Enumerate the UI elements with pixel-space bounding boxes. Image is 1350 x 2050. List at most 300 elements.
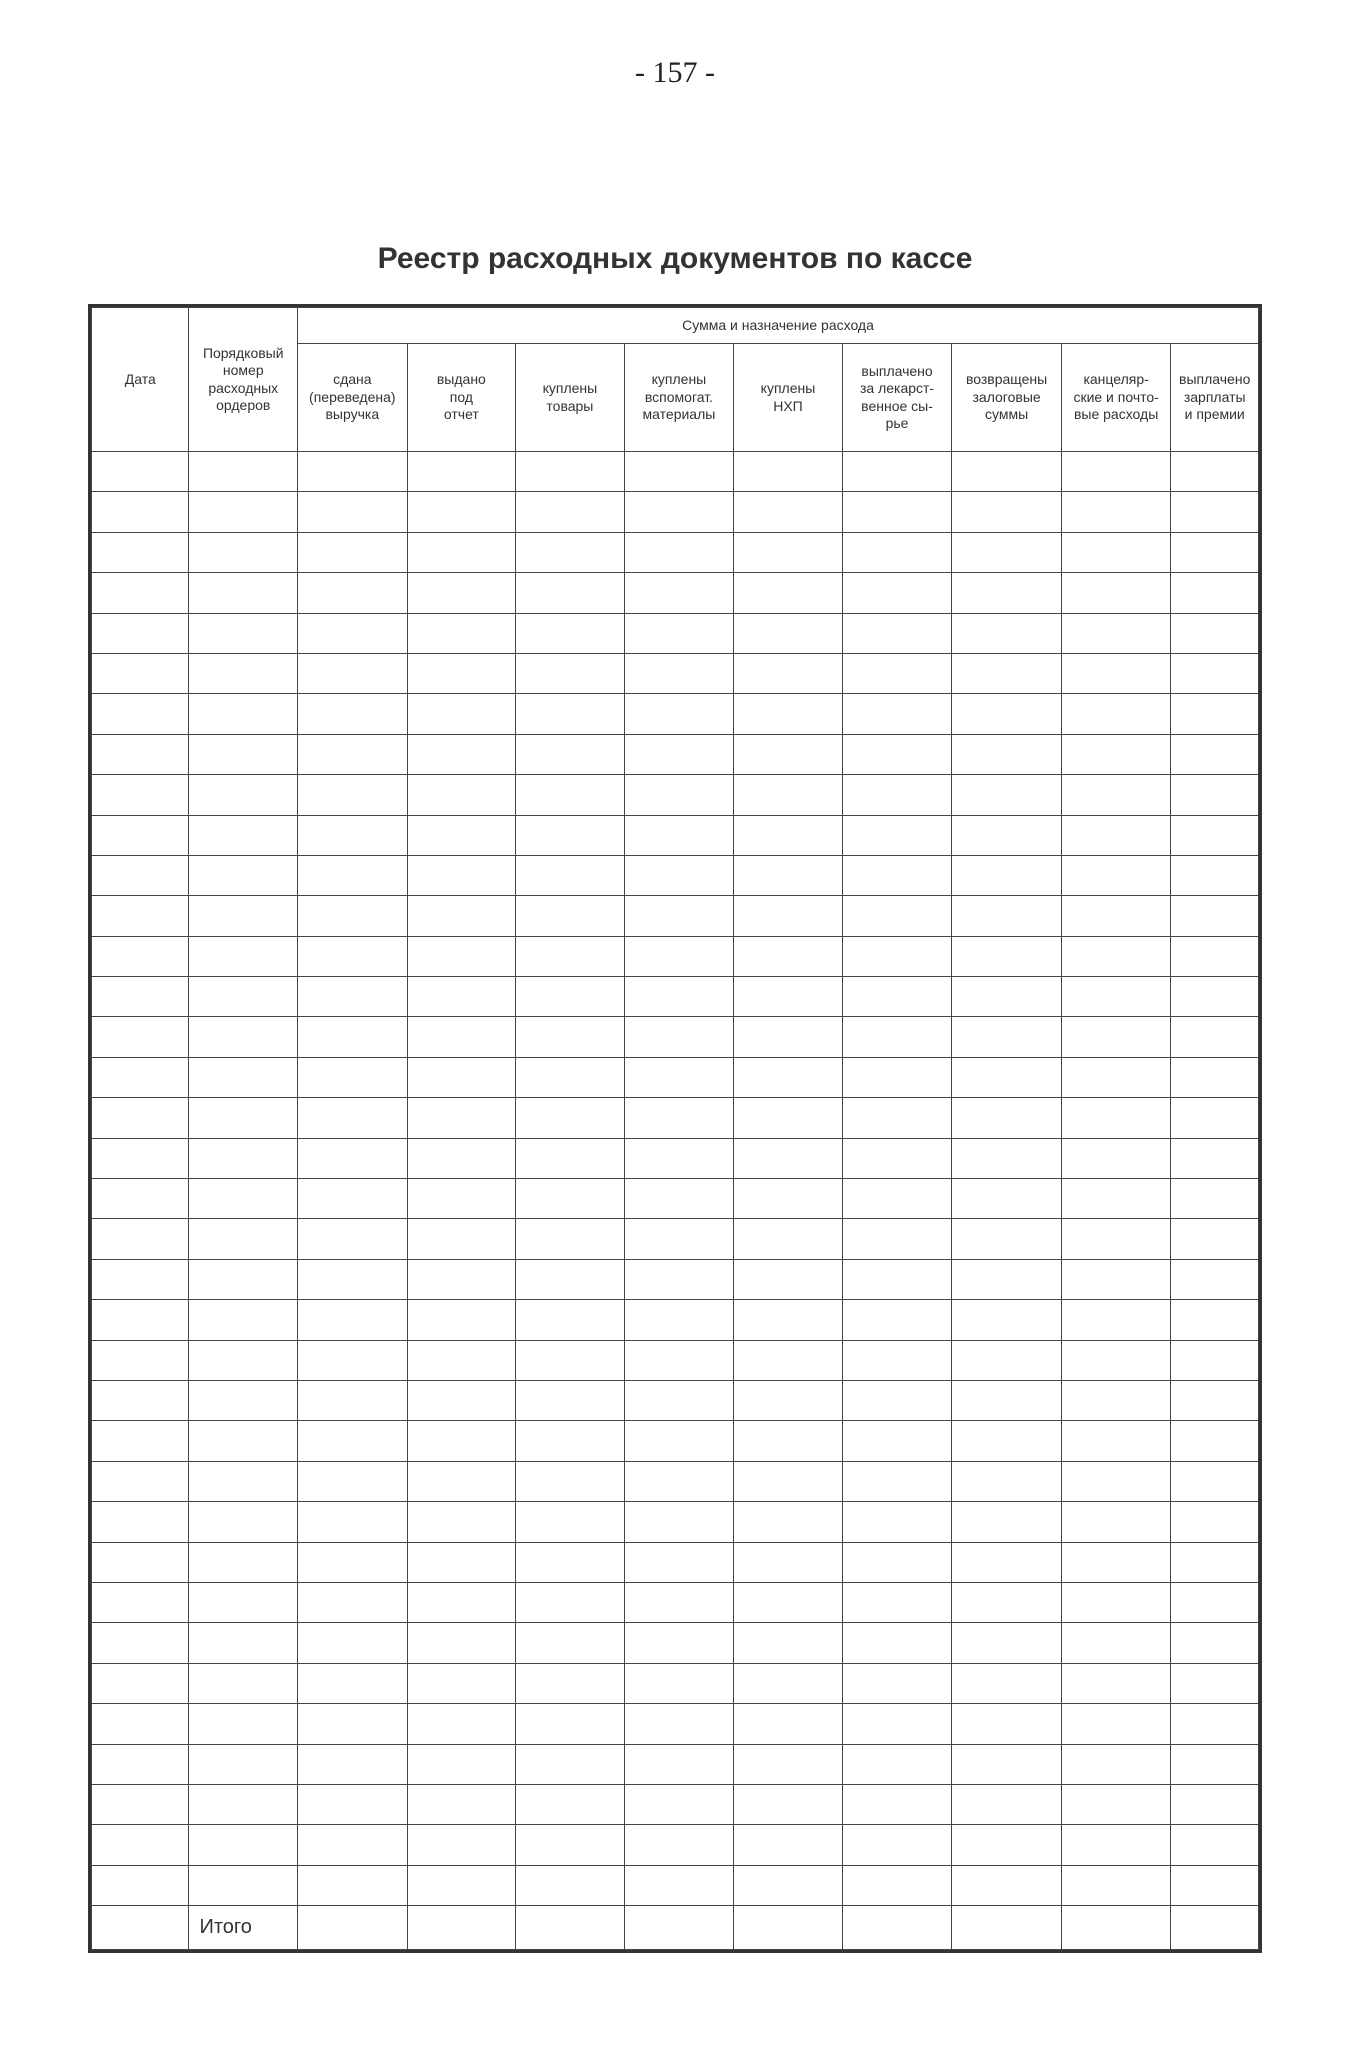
- table-cell[interactable]: [189, 734, 298, 774]
- table-cell[interactable]: [952, 734, 1062, 774]
- table-cell[interactable]: [624, 977, 734, 1017]
- table-cell[interactable]: [516, 1421, 625, 1461]
- table-cell[interactable]: [952, 1259, 1062, 1299]
- table-cell[interactable]: [734, 1663, 843, 1703]
- table-cell[interactable]: [952, 613, 1062, 653]
- table-cell[interactable]: [842, 613, 952, 653]
- table-cell[interactable]: [92, 573, 189, 613]
- table-cell[interactable]: [1171, 855, 1259, 895]
- table-cell[interactable]: [624, 613, 734, 653]
- table-cell[interactable]: [624, 1784, 734, 1824]
- table-cell[interactable]: [298, 452, 408, 492]
- table-cell[interactable]: [407, 1179, 516, 1219]
- table-cell[interactable]: [1061, 1138, 1171, 1178]
- table-cell[interactable]: [842, 936, 952, 976]
- table-cell[interactable]: [189, 1784, 298, 1824]
- table-cell[interactable]: [407, 1138, 516, 1178]
- table-cell[interactable]: [298, 896, 408, 936]
- table-cell[interactable]: [407, 1057, 516, 1097]
- table-cell[interactable]: [407, 936, 516, 976]
- table-cell[interactable]: [189, 1623, 298, 1663]
- table-cell[interactable]: [1171, 1744, 1259, 1784]
- table-cell[interactable]: [624, 1219, 734, 1259]
- table-cell[interactable]: [516, 896, 625, 936]
- table-cell[interactable]: [516, 694, 625, 734]
- table-cell[interactable]: [952, 1623, 1062, 1663]
- table-cell[interactable]: [624, 1502, 734, 1542]
- table-cell[interactable]: [407, 1623, 516, 1663]
- table-cell[interactable]: [92, 1461, 189, 1501]
- table-cell[interactable]: [298, 855, 408, 895]
- table-cell[interactable]: [407, 734, 516, 774]
- table-cell[interactable]: [189, 855, 298, 895]
- table-cell[interactable]: [92, 1582, 189, 1622]
- table-cell[interactable]: [624, 573, 734, 613]
- table-cell[interactable]: [92, 815, 189, 855]
- table-cell[interactable]: [624, 1704, 734, 1744]
- table-cell[interactable]: [407, 653, 516, 693]
- table-cell[interactable]: [92, 1825, 189, 1865]
- table-cell[interactable]: [624, 815, 734, 855]
- table-cell[interactable]: [92, 734, 189, 774]
- table-cell[interactable]: [1171, 977, 1259, 1017]
- table-cell[interactable]: [734, 653, 843, 693]
- table-cell[interactable]: [1171, 815, 1259, 855]
- table-cell[interactable]: [407, 492, 516, 532]
- table-cell[interactable]: [734, 1421, 843, 1461]
- table-cell[interactable]: [298, 1502, 408, 1542]
- table-cell[interactable]: [516, 653, 625, 693]
- table-cell[interactable]: [407, 1461, 516, 1501]
- table-cell[interactable]: [842, 1663, 952, 1703]
- table-cell[interactable]: [624, 694, 734, 734]
- table-cell[interactable]: [734, 775, 843, 815]
- table-cell[interactable]: [1171, 492, 1259, 532]
- table-cell[interactable]: [298, 573, 408, 613]
- table-cell[interactable]: [1061, 1704, 1171, 1744]
- table-cell[interactable]: [1061, 532, 1171, 572]
- table-cell[interactable]: [516, 1098, 625, 1138]
- table-cell[interactable]: [952, 1461, 1062, 1501]
- table-cell[interactable]: [952, 653, 1062, 693]
- table-cell[interactable]: [298, 492, 408, 532]
- table-cell[interactable]: [516, 1300, 625, 1340]
- table-cell[interactable]: [92, 1098, 189, 1138]
- table-cell[interactable]: [1061, 613, 1171, 653]
- table-cell[interactable]: [516, 1582, 625, 1622]
- table-cell[interactable]: [624, 492, 734, 532]
- table-cell[interactable]: [516, 492, 625, 532]
- table-cell[interactable]: [952, 1542, 1062, 1582]
- table-cell[interactable]: [734, 694, 843, 734]
- table-cell[interactable]: [1061, 1017, 1171, 1057]
- table-cell[interactable]: [1171, 1704, 1259, 1744]
- table-cell[interactable]: [516, 977, 625, 1017]
- table-cell[interactable]: [92, 1744, 189, 1784]
- table-cell[interactable]: [1171, 653, 1259, 693]
- table-cell[interactable]: [1061, 653, 1171, 693]
- table-cell[interactable]: [189, 936, 298, 976]
- table-cell[interactable]: [624, 855, 734, 895]
- table-cell[interactable]: [407, 1582, 516, 1622]
- table-cell[interactable]: [1171, 1340, 1259, 1380]
- table-cell[interactable]: [624, 1663, 734, 1703]
- table-cell[interactable]: [92, 1219, 189, 1259]
- table-cell[interactable]: [516, 1663, 625, 1703]
- table-cell[interactable]: [734, 1017, 843, 1057]
- table-cell[interactable]: [842, 855, 952, 895]
- table-cell[interactable]: [516, 532, 625, 572]
- table-cell[interactable]: [407, 1744, 516, 1784]
- table-cell[interactable]: [952, 1098, 1062, 1138]
- table-cell[interactable]: [1061, 1340, 1171, 1380]
- table-cell[interactable]: [842, 492, 952, 532]
- table-cell[interactable]: [298, 1542, 408, 1582]
- table-cell[interactable]: [189, 1098, 298, 1138]
- table-cell[interactable]: [407, 775, 516, 815]
- table-cell[interactable]: [407, 977, 516, 1017]
- total-cell[interactable]: [734, 1906, 843, 1950]
- table-cell[interactable]: [842, 1744, 952, 1784]
- table-cell[interactable]: [624, 1138, 734, 1178]
- table-cell[interactable]: [516, 1542, 625, 1582]
- table-cell[interactable]: [624, 1179, 734, 1219]
- table-cell[interactable]: [842, 1380, 952, 1420]
- table-cell[interactable]: [189, 532, 298, 572]
- table-cell[interactable]: [624, 1825, 734, 1865]
- table-cell[interactable]: [1061, 452, 1171, 492]
- table-cell[interactable]: [734, 1865, 843, 1905]
- table-cell[interactable]: [624, 896, 734, 936]
- table-cell[interactable]: [624, 1865, 734, 1905]
- table-cell[interactable]: [952, 896, 1062, 936]
- table-cell[interactable]: [407, 1663, 516, 1703]
- table-cell[interactable]: [734, 613, 843, 653]
- table-cell[interactable]: [407, 1017, 516, 1057]
- table-cell[interactable]: [1061, 694, 1171, 734]
- table-cell[interactable]: [92, 1017, 189, 1057]
- table-cell[interactable]: [189, 1300, 298, 1340]
- table-cell[interactable]: [92, 896, 189, 936]
- table-cell[interactable]: [842, 1542, 952, 1582]
- total-cell[interactable]: [842, 1906, 952, 1950]
- table-cell[interactable]: [624, 1017, 734, 1057]
- table-cell[interactable]: [298, 1219, 408, 1259]
- table-cell[interactable]: [189, 1582, 298, 1622]
- table-cell[interactable]: [624, 1582, 734, 1622]
- table-cell[interactable]: [624, 775, 734, 815]
- table-cell[interactable]: [189, 1865, 298, 1905]
- table-cell[interactable]: [189, 1179, 298, 1219]
- table-cell[interactable]: [952, 1744, 1062, 1784]
- table-cell[interactable]: [189, 1138, 298, 1178]
- table-cell[interactable]: [298, 977, 408, 1017]
- table-cell[interactable]: [298, 1704, 408, 1744]
- table-cell[interactable]: [516, 1179, 625, 1219]
- table-cell[interactable]: [624, 936, 734, 976]
- table-cell[interactable]: [298, 1098, 408, 1138]
- table-cell[interactable]: [734, 1380, 843, 1420]
- table-cell[interactable]: [516, 1825, 625, 1865]
- total-cell[interactable]: [516, 1906, 625, 1950]
- table-cell[interactable]: [516, 734, 625, 774]
- table-cell[interactable]: [1171, 694, 1259, 734]
- table-cell[interactable]: [407, 694, 516, 734]
- total-date-cell[interactable]: [92, 1906, 189, 1950]
- total-cell[interactable]: [1171, 1906, 1259, 1950]
- table-cell[interactable]: [952, 977, 1062, 1017]
- table-cell[interactable]: [952, 1380, 1062, 1420]
- table-cell[interactable]: [842, 1865, 952, 1905]
- table-cell[interactable]: [734, 492, 843, 532]
- table-cell[interactable]: [189, 1057, 298, 1097]
- table-cell[interactable]: [189, 896, 298, 936]
- table-cell[interactable]: [734, 855, 843, 895]
- table-cell[interactable]: [1061, 1542, 1171, 1582]
- table-cell[interactable]: [516, 1623, 625, 1663]
- table-cell[interactable]: [734, 1623, 843, 1663]
- table-cell[interactable]: [842, 573, 952, 613]
- table-cell[interactable]: [1171, 936, 1259, 976]
- table-cell[interactable]: [952, 1421, 1062, 1461]
- table-cell[interactable]: [1061, 1744, 1171, 1784]
- table-cell[interactable]: [298, 1784, 408, 1824]
- table-cell[interactable]: [189, 1461, 298, 1501]
- table-cell[interactable]: [298, 1865, 408, 1905]
- table-cell[interactable]: [92, 653, 189, 693]
- table-cell[interactable]: [624, 1380, 734, 1420]
- table-cell[interactable]: [516, 1704, 625, 1744]
- table-cell[interactable]: [952, 1017, 1062, 1057]
- table-cell[interactable]: [952, 775, 1062, 815]
- table-cell[interactable]: [734, 1542, 843, 1582]
- table-cell[interactable]: [92, 1421, 189, 1461]
- table-cell[interactable]: [298, 1380, 408, 1420]
- table-cell[interactable]: [189, 1744, 298, 1784]
- table-cell[interactable]: [952, 1704, 1062, 1744]
- table-cell[interactable]: [952, 1138, 1062, 1178]
- table-cell[interactable]: [952, 1582, 1062, 1622]
- table-cell[interactable]: [407, 532, 516, 572]
- table-cell[interactable]: [734, 977, 843, 1017]
- table-cell[interactable]: [92, 1502, 189, 1542]
- table-cell[interactable]: [189, 492, 298, 532]
- table-cell[interactable]: [842, 1057, 952, 1097]
- table-cell[interactable]: [842, 815, 952, 855]
- table-cell[interactable]: [952, 1502, 1062, 1542]
- table-cell[interactable]: [734, 532, 843, 572]
- table-cell[interactable]: [624, 452, 734, 492]
- table-cell[interactable]: [1061, 1784, 1171, 1824]
- table-cell[interactable]: [1171, 1421, 1259, 1461]
- table-cell[interactable]: [952, 1057, 1062, 1097]
- table-cell[interactable]: [516, 1744, 625, 1784]
- table-cell[interactable]: [298, 694, 408, 734]
- table-cell[interactable]: [952, 1784, 1062, 1824]
- table-cell[interactable]: [1061, 1219, 1171, 1259]
- table-cell[interactable]: [1171, 1057, 1259, 1097]
- total-cell[interactable]: [624, 1906, 734, 1950]
- table-cell[interactable]: [952, 573, 1062, 613]
- table-cell[interactable]: [1171, 1300, 1259, 1340]
- table-cell[interactable]: [516, 936, 625, 976]
- table-cell[interactable]: [516, 855, 625, 895]
- table-cell[interactable]: [952, 1179, 1062, 1219]
- table-cell[interactable]: [624, 734, 734, 774]
- table-cell[interactable]: [842, 1461, 952, 1501]
- table-cell[interactable]: [952, 815, 1062, 855]
- table-cell[interactable]: [298, 775, 408, 815]
- table-cell[interactable]: [842, 1704, 952, 1744]
- table-cell[interactable]: [298, 1623, 408, 1663]
- table-cell[interactable]: [1171, 532, 1259, 572]
- table-cell[interactable]: [842, 1017, 952, 1057]
- table-cell[interactable]: [92, 1784, 189, 1824]
- table-cell[interactable]: [1061, 1179, 1171, 1219]
- table-cell[interactable]: [1171, 1179, 1259, 1219]
- table-cell[interactable]: [189, 1502, 298, 1542]
- table-cell[interactable]: [92, 532, 189, 572]
- table-cell[interactable]: [407, 1380, 516, 1420]
- total-cell[interactable]: [1061, 1906, 1171, 1950]
- table-cell[interactable]: [1171, 1865, 1259, 1905]
- table-cell[interactable]: [624, 1340, 734, 1380]
- table-cell[interactable]: [624, 1057, 734, 1097]
- table-cell[interactable]: [624, 1421, 734, 1461]
- table-cell[interactable]: [298, 613, 408, 653]
- table-cell[interactable]: [189, 1542, 298, 1582]
- table-cell[interactable]: [298, 1744, 408, 1784]
- table-cell[interactable]: [516, 1259, 625, 1299]
- table-cell[interactable]: [734, 452, 843, 492]
- table-cell[interactable]: [842, 977, 952, 1017]
- table-cell[interactable]: [624, 1300, 734, 1340]
- table-cell[interactable]: [734, 1582, 843, 1622]
- table-cell[interactable]: [1171, 1098, 1259, 1138]
- table-cell[interactable]: [407, 452, 516, 492]
- table-cell[interactable]: [189, 452, 298, 492]
- table-cell[interactable]: [624, 1542, 734, 1582]
- table-cell[interactable]: [1061, 815, 1171, 855]
- table-cell[interactable]: [516, 613, 625, 653]
- table-cell[interactable]: [952, 855, 1062, 895]
- table-cell[interactable]: [407, 1825, 516, 1865]
- table-cell[interactable]: [407, 1704, 516, 1744]
- table-cell[interactable]: [842, 532, 952, 572]
- table-cell[interactable]: [952, 1825, 1062, 1865]
- table-cell[interactable]: [734, 1259, 843, 1299]
- table-cell[interactable]: [92, 694, 189, 734]
- table-cell[interactable]: [516, 1502, 625, 1542]
- table-cell[interactable]: [1171, 1542, 1259, 1582]
- table-cell[interactable]: [189, 694, 298, 734]
- table-cell[interactable]: [1061, 855, 1171, 895]
- table-cell[interactable]: [952, 1300, 1062, 1340]
- table-cell[interactable]: [1061, 1461, 1171, 1501]
- table-cell[interactable]: [734, 1300, 843, 1340]
- table-cell[interactable]: [298, 1017, 408, 1057]
- table-cell[interactable]: [1061, 1825, 1171, 1865]
- table-cell[interactable]: [734, 1138, 843, 1178]
- table-cell[interactable]: [1171, 452, 1259, 492]
- table-cell[interactable]: [1061, 1057, 1171, 1097]
- table-cell[interactable]: [189, 815, 298, 855]
- table-cell[interactable]: [189, 1017, 298, 1057]
- table-cell[interactable]: [189, 1704, 298, 1744]
- table-cell[interactable]: [842, 1502, 952, 1542]
- table-cell[interactable]: [842, 1340, 952, 1380]
- table-cell[interactable]: [624, 1461, 734, 1501]
- table-cell[interactable]: [516, 1219, 625, 1259]
- table-cell[interactable]: [516, 1784, 625, 1824]
- table-cell[interactable]: [407, 1865, 516, 1905]
- table-cell[interactable]: [1171, 896, 1259, 936]
- table-cell[interactable]: [1171, 1582, 1259, 1622]
- table-cell[interactable]: [516, 1340, 625, 1380]
- table-cell[interactable]: [189, 1340, 298, 1380]
- table-cell[interactable]: [407, 815, 516, 855]
- table-cell[interactable]: [189, 1219, 298, 1259]
- table-cell[interactable]: [842, 694, 952, 734]
- table-cell[interactable]: [734, 1744, 843, 1784]
- table-cell[interactable]: [189, 1421, 298, 1461]
- table-cell[interactable]: [516, 573, 625, 613]
- table-cell[interactable]: [1061, 1623, 1171, 1663]
- table-cell[interactable]: [1061, 492, 1171, 532]
- table-cell[interactable]: [952, 936, 1062, 976]
- table-cell[interactable]: [92, 855, 189, 895]
- table-cell[interactable]: [842, 734, 952, 774]
- table-cell[interactable]: [842, 1259, 952, 1299]
- table-cell[interactable]: [1171, 734, 1259, 774]
- table-cell[interactable]: [1061, 936, 1171, 976]
- table-cell[interactable]: [1061, 1098, 1171, 1138]
- table-cell[interactable]: [842, 1784, 952, 1824]
- table-cell[interactable]: [516, 1461, 625, 1501]
- table-cell[interactable]: [516, 775, 625, 815]
- table-cell[interactable]: [189, 1259, 298, 1299]
- table-cell[interactable]: [1061, 734, 1171, 774]
- table-cell[interactable]: [298, 1300, 408, 1340]
- table-cell[interactable]: [1171, 1784, 1259, 1824]
- table-cell[interactable]: [407, 1259, 516, 1299]
- table-cell[interactable]: [734, 1057, 843, 1097]
- table-cell[interactable]: [92, 1259, 189, 1299]
- table-cell[interactable]: [407, 613, 516, 653]
- table-cell[interactable]: [842, 775, 952, 815]
- table-cell[interactable]: [189, 1380, 298, 1420]
- table-cell[interactable]: [516, 1057, 625, 1097]
- table-cell[interactable]: [298, 1259, 408, 1299]
- table-cell[interactable]: [842, 1421, 952, 1461]
- table-cell[interactable]: [92, 613, 189, 653]
- table-cell[interactable]: [1171, 573, 1259, 613]
- table-cell[interactable]: [92, 492, 189, 532]
- table-cell[interactable]: [842, 1138, 952, 1178]
- table-cell[interactable]: [734, 1704, 843, 1744]
- table-cell[interactable]: [1171, 1825, 1259, 1865]
- table-cell[interactable]: [189, 1663, 298, 1703]
- table-cell[interactable]: [92, 1138, 189, 1178]
- table-cell[interactable]: [624, 1098, 734, 1138]
- table-cell[interactable]: [516, 1865, 625, 1905]
- table-cell[interactable]: [842, 1179, 952, 1219]
- table-cell[interactable]: [1171, 1219, 1259, 1259]
- table-cell[interactable]: [92, 1340, 189, 1380]
- table-cell[interactable]: [298, 1421, 408, 1461]
- table-cell[interactable]: [298, 1138, 408, 1178]
- total-cell[interactable]: [407, 1906, 516, 1950]
